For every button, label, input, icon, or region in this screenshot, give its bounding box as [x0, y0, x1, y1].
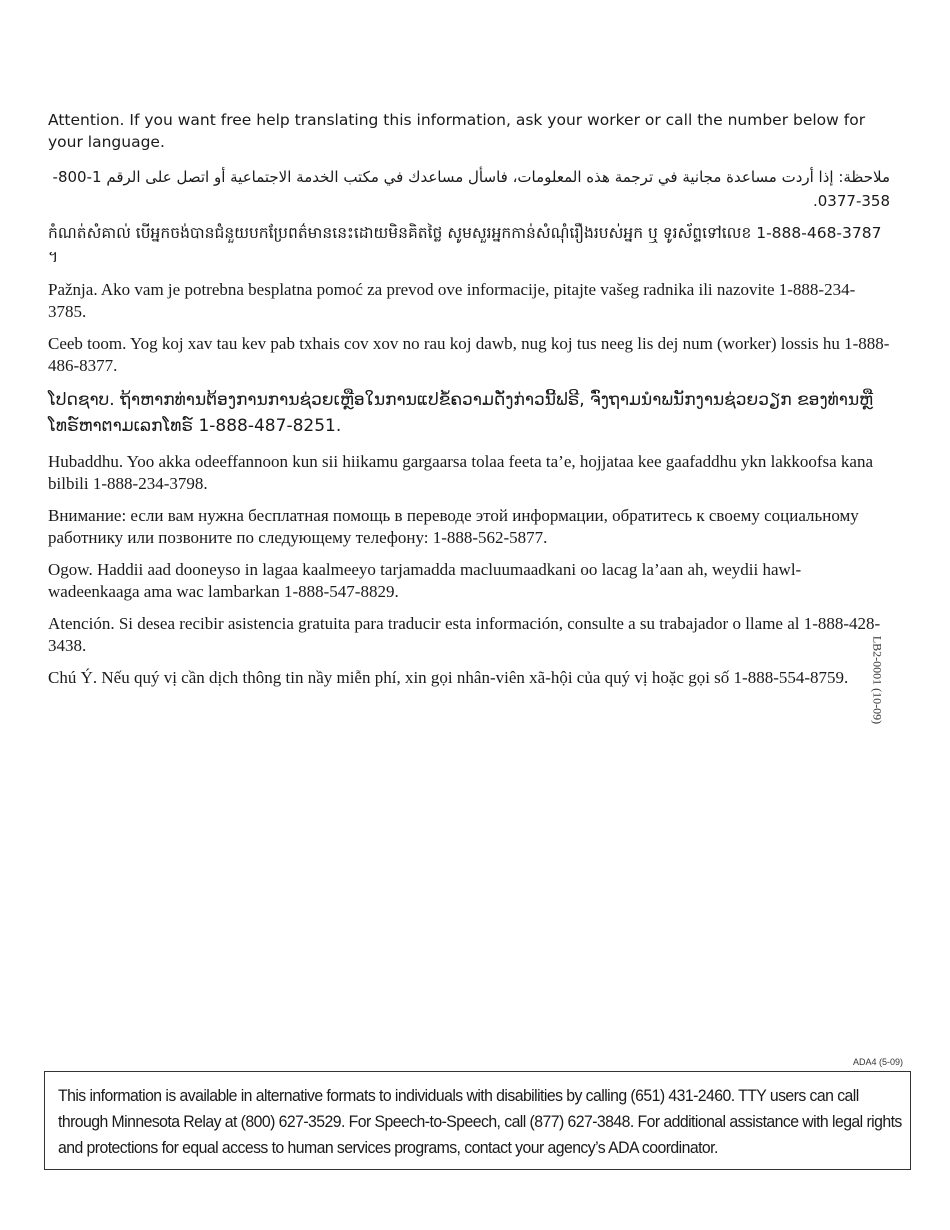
form-code: LB2-0001 (10-09) [870, 635, 885, 725]
notice-vietnamese: Chú Ý. Nếu quý vị cần dịch thông tin nầy miễn phí, xin gọi nhân-viên xã-hội của quý vị hoặc gọi số 1-888-554-8759. [48, 668, 849, 687]
notice-khmer: កំណត់សំគាល់ បើអ្នកចង់បានជំនួយបកប្រែពត៌មាននេះដោយមិនគិតថ្លៃ សូមសួរអ្នកកាន់សំណុំរឿងរបស់អ្នក ឬ ទូរស័ព្ទទៅលេខ 1-888-468-3787 ។ [48, 224, 882, 266]
notice-arabic: ملاحظة: إذا أردت مساعدة مجانية في ترجمة هذه المعلومات، فاسأل مساعدك في مكتب الخدمة الاجتماعية أو اتصل على الرقم 1-800-358-0377. [52, 168, 890, 210]
notice-oromo: Hubaddhu. Yoo akka odeeffannoon kun sii hiikamu gargaarsa tolaa feeta ta’e, hojjataa kee gaafaddhu ykn lakkoofsa kana bilbili 1-888-234-3798. [48, 452, 874, 493]
ada-form-code: ADA4 (5-09) [852, 1057, 903, 1067]
language-notices [48, 109, 890, 699]
ada-notice-box [44, 1071, 911, 1170]
ada-notice-text: This information is available in alternative formats to individuals with disabilities by calling (651) 431-2460. TTY users can call through Minnesota Relay at (800) 627-3529. For Speech-to-Speech, call (877) 627-3848. For additional assistance with legal rights and protections for equal access to human services programs, contact your agency’s ADA coordinator. [58, 1086, 902, 1157]
notice-somali: Ogow. Haddii aad dooneyso in lagaa kaalmeeyo tarjamadda macluumaadkani oo lacag la’aan ah, weydii hawl-wadeenkaaga ama wac lambarkan 1-888-547-8829. [48, 560, 802, 601]
notice-english: Attention. If you want free help translating this information, ask your worker or call the number below for your language. [48, 111, 866, 151]
notice-bosnian: Pažnja. Ako vam je potrebna besplatna pomoć za prevod ove informacije, pitajte vašeg radnika ili nazovite 1-888-234-3785. [48, 280, 856, 321]
notice-hmong: Ceeb toom. Yog koj xav tau kev pab txhais cov xov no rau koj dawb, nug koj tus neeg lis dej num (worker) lossis hu 1-888-486-8377. [48, 334, 890, 375]
notice-spanish: Atención. Si desea recibir asistencia gratuita para traducir esta información, consulte a su trabajador o llame al 1-888-428-3438. [48, 614, 881, 655]
notice-russian: Внимание: если вам нужна бесплатная помощь в переводе этой информации, обратитесь к своему социальному работнику или позвоните по следующему телефону: 1-888-562-5877. [48, 506, 859, 547]
notice-lao: ໂປດຊາບ. ຖ້າຫາກທ່ານຕ້ອງການການຊ່ວຍເຫຼືອໃນການແປຂໍ້ຄວາມດັ່ງກ່າວນີ້ຟຣີ, ຈົ່ງຖາມນຳພນັກງານຊ່ວຍວຽກ ຂອງທ່ານຫຼືໂທຣ໌ຫາຕາມເລກໂທຣ໌ 1-888-487-8251. [48, 390, 874, 436]
